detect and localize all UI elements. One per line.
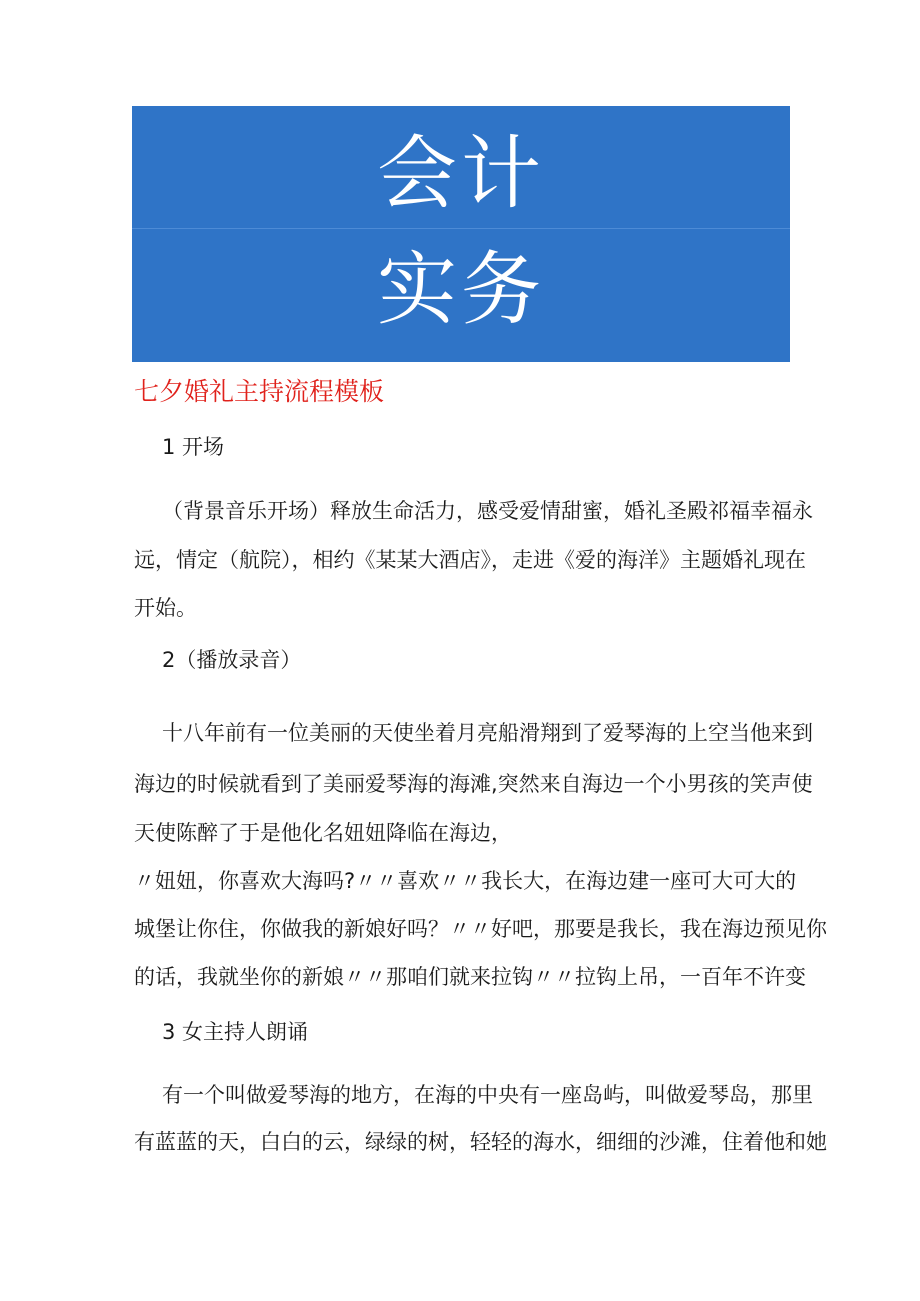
paragraph-line: 十八年前有一位美丽的天使坐着月亮船滑翔到了爱琴海的上空当他来到: [162, 721, 813, 745]
paragraph-line: 远，情定（航院），相约《某某大酒店》，走进《爱的海洋》主题婚礼现在: [134, 548, 806, 572]
document-title: 七夕婚礼主持流程模板: [134, 377, 385, 406]
paragraph-line: 海边的时候就看到了美丽爱琴海的海滩,突然来自海边一个小男孩的笑声使: [134, 772, 813, 796]
banner-divider: [132, 228, 790, 229]
section-heading: 1 开场: [162, 435, 225, 459]
paragraph-line: 〃妞妞，你喜欢大海吗?〃〃喜欢〃〃我长大，在海边建一座可大可大的: [134, 869, 797, 893]
cover-banner: [132, 106, 790, 362]
paragraph-line: 开始。: [134, 596, 197, 620]
banner-line-2: 实务: [377, 243, 545, 336]
paragraph-line: 有一个叫做爱琴海的地方，在海的中央有一座岛屿，叫做爱琴岛，那里: [162, 1083, 813, 1107]
paragraph-line: 城堡让你住，你做我的新娘好吗？〃〃好吧，那要是我长，我在海边预见你: [134, 917, 827, 941]
section-heading: 2（播放录音）: [162, 648, 302, 672]
paragraph-line: （背景音乐开场）释放生命活力，感受爱情甜蜜，婚礼圣殿祁福幸福永: [162, 499, 813, 523]
paragraph-line: 有蓝蓝的天，白白的云，绿绿的树，轻轻的海水，细细的沙滩，住着他和她: [134, 1130, 827, 1154]
paragraph-line: 天使陈醉了于是他化名妞妞降临在海边，: [134, 821, 512, 845]
paragraph-line: 的话，我就坐你的新娘〃〃那咱们就来拉钩〃〃拉钩上吊，一百年不许变: [134, 965, 806, 989]
section-heading: 3 女主持人朗诵: [162, 1020, 309, 1044]
banner-line-1: 会计: [377, 127, 545, 220]
